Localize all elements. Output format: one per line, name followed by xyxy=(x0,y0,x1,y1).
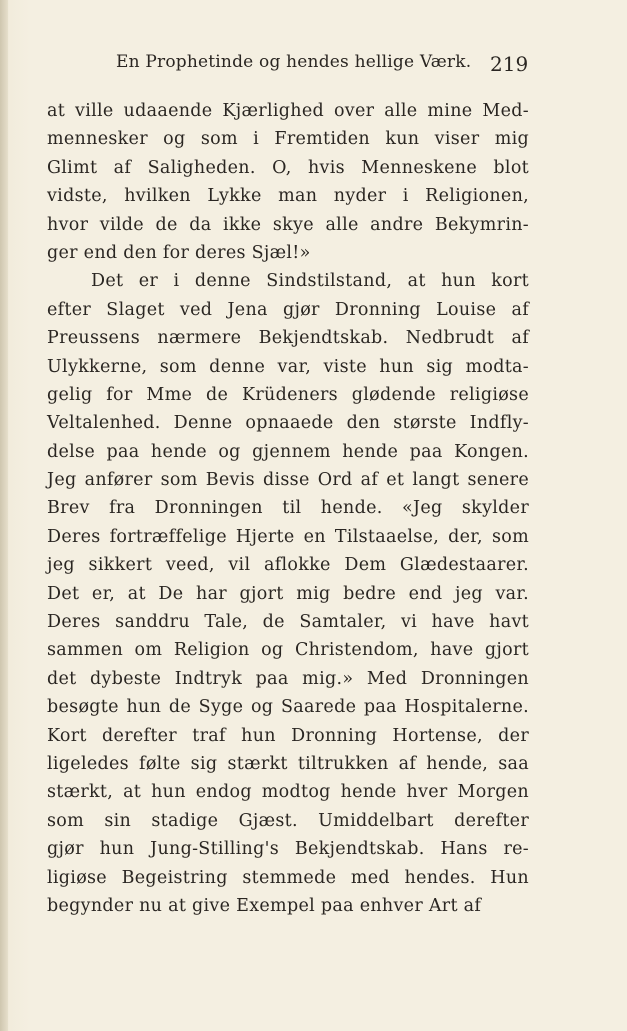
text-line: mennesker og som i Fremtiden kun viser mig xyxy=(47,129,529,150)
text-line: Glimt af Saligheden. O, hvis Menneskene blot xyxy=(47,157,529,178)
text-line: det dybeste Indtryk paa mig.» Med Dronningen xyxy=(47,668,529,689)
text-line: Jeg anfører som Bevis disse Ord af et langt senere xyxy=(47,470,529,491)
text-line: efter Slaget ved Jena gjør Dronning Louise af xyxy=(47,299,529,320)
text-line: ger end den for deres Sjæl!» xyxy=(47,242,311,263)
text-line: Det er, at De har gjort mig bedre end jeg var. xyxy=(47,583,529,604)
text-line: Deres sanddru Tale, de Samtaler, vi have havt xyxy=(47,612,529,633)
text-line: som sin stadige Gjæst. Umiddelbart derefter xyxy=(47,810,529,831)
text-line: Kort derefter traf hun Dronning Hortense, der xyxy=(47,725,529,746)
text-line: ligiøse Begeistring stemmede med hendes. Hun xyxy=(47,867,529,888)
text-line: Preussens nærmere Bekjendtskab. Nedbrudt af xyxy=(47,328,529,349)
text-line: Ulykkerne, som denne var, viste hun sig modta- xyxy=(47,356,529,377)
page-header xyxy=(0,52,627,76)
text-line: ligeledes følte sig stærkt tiltrukken af hende, saa xyxy=(47,753,529,774)
text-line: sammen om Religion og Christendom, have gjort xyxy=(47,640,529,661)
text-line: vidste, hvilken Lykke man nyder i Religionen, xyxy=(47,186,529,207)
running-title: En Prophetinde og hendes hellige Værk. xyxy=(116,52,472,72)
text-line: stærkt, at hun endog modtog hende hver Morgen xyxy=(47,782,529,803)
text-line: delse paa hende og gjennem hende paa Kongen. xyxy=(47,441,529,462)
text-line: besøgte hun de Syge og Saarede paa Hospitalerne. xyxy=(47,697,529,718)
paragraph-start-line: Det er i denne Sindstilstand, at hun kort xyxy=(91,271,529,292)
text-line: hvor vilde de da ikke skye alle andre Bekymrin- xyxy=(47,214,529,235)
text-line: jeg sikkert veed, vil aflokke Dem Glædestaarer. xyxy=(47,555,529,576)
text-line: Brev fra Dronningen til hende. «Jeg skylder xyxy=(47,498,529,519)
text-line: at ville udaaende Kjærlighed over alle mine Med- xyxy=(47,101,529,121)
text-line: Deres fortræffelige Hjerte en Tilstaaelse, der, som xyxy=(47,526,529,547)
text-line: gjør hun Jung-Stilling's Bekjendtskab. Hans re- xyxy=(47,839,529,860)
text-line: Veltalenhed. Denne opnaaede den største Indfly- xyxy=(47,413,529,434)
body-text xyxy=(47,97,529,920)
text-line: begynder nu at give Exempel paa enhver Art af xyxy=(47,895,482,916)
page-binding-edge xyxy=(0,0,8,1031)
page-number: 219 xyxy=(490,52,529,76)
text-line: gelig for Mme de Krüdeners glødende religiøse xyxy=(47,384,529,405)
